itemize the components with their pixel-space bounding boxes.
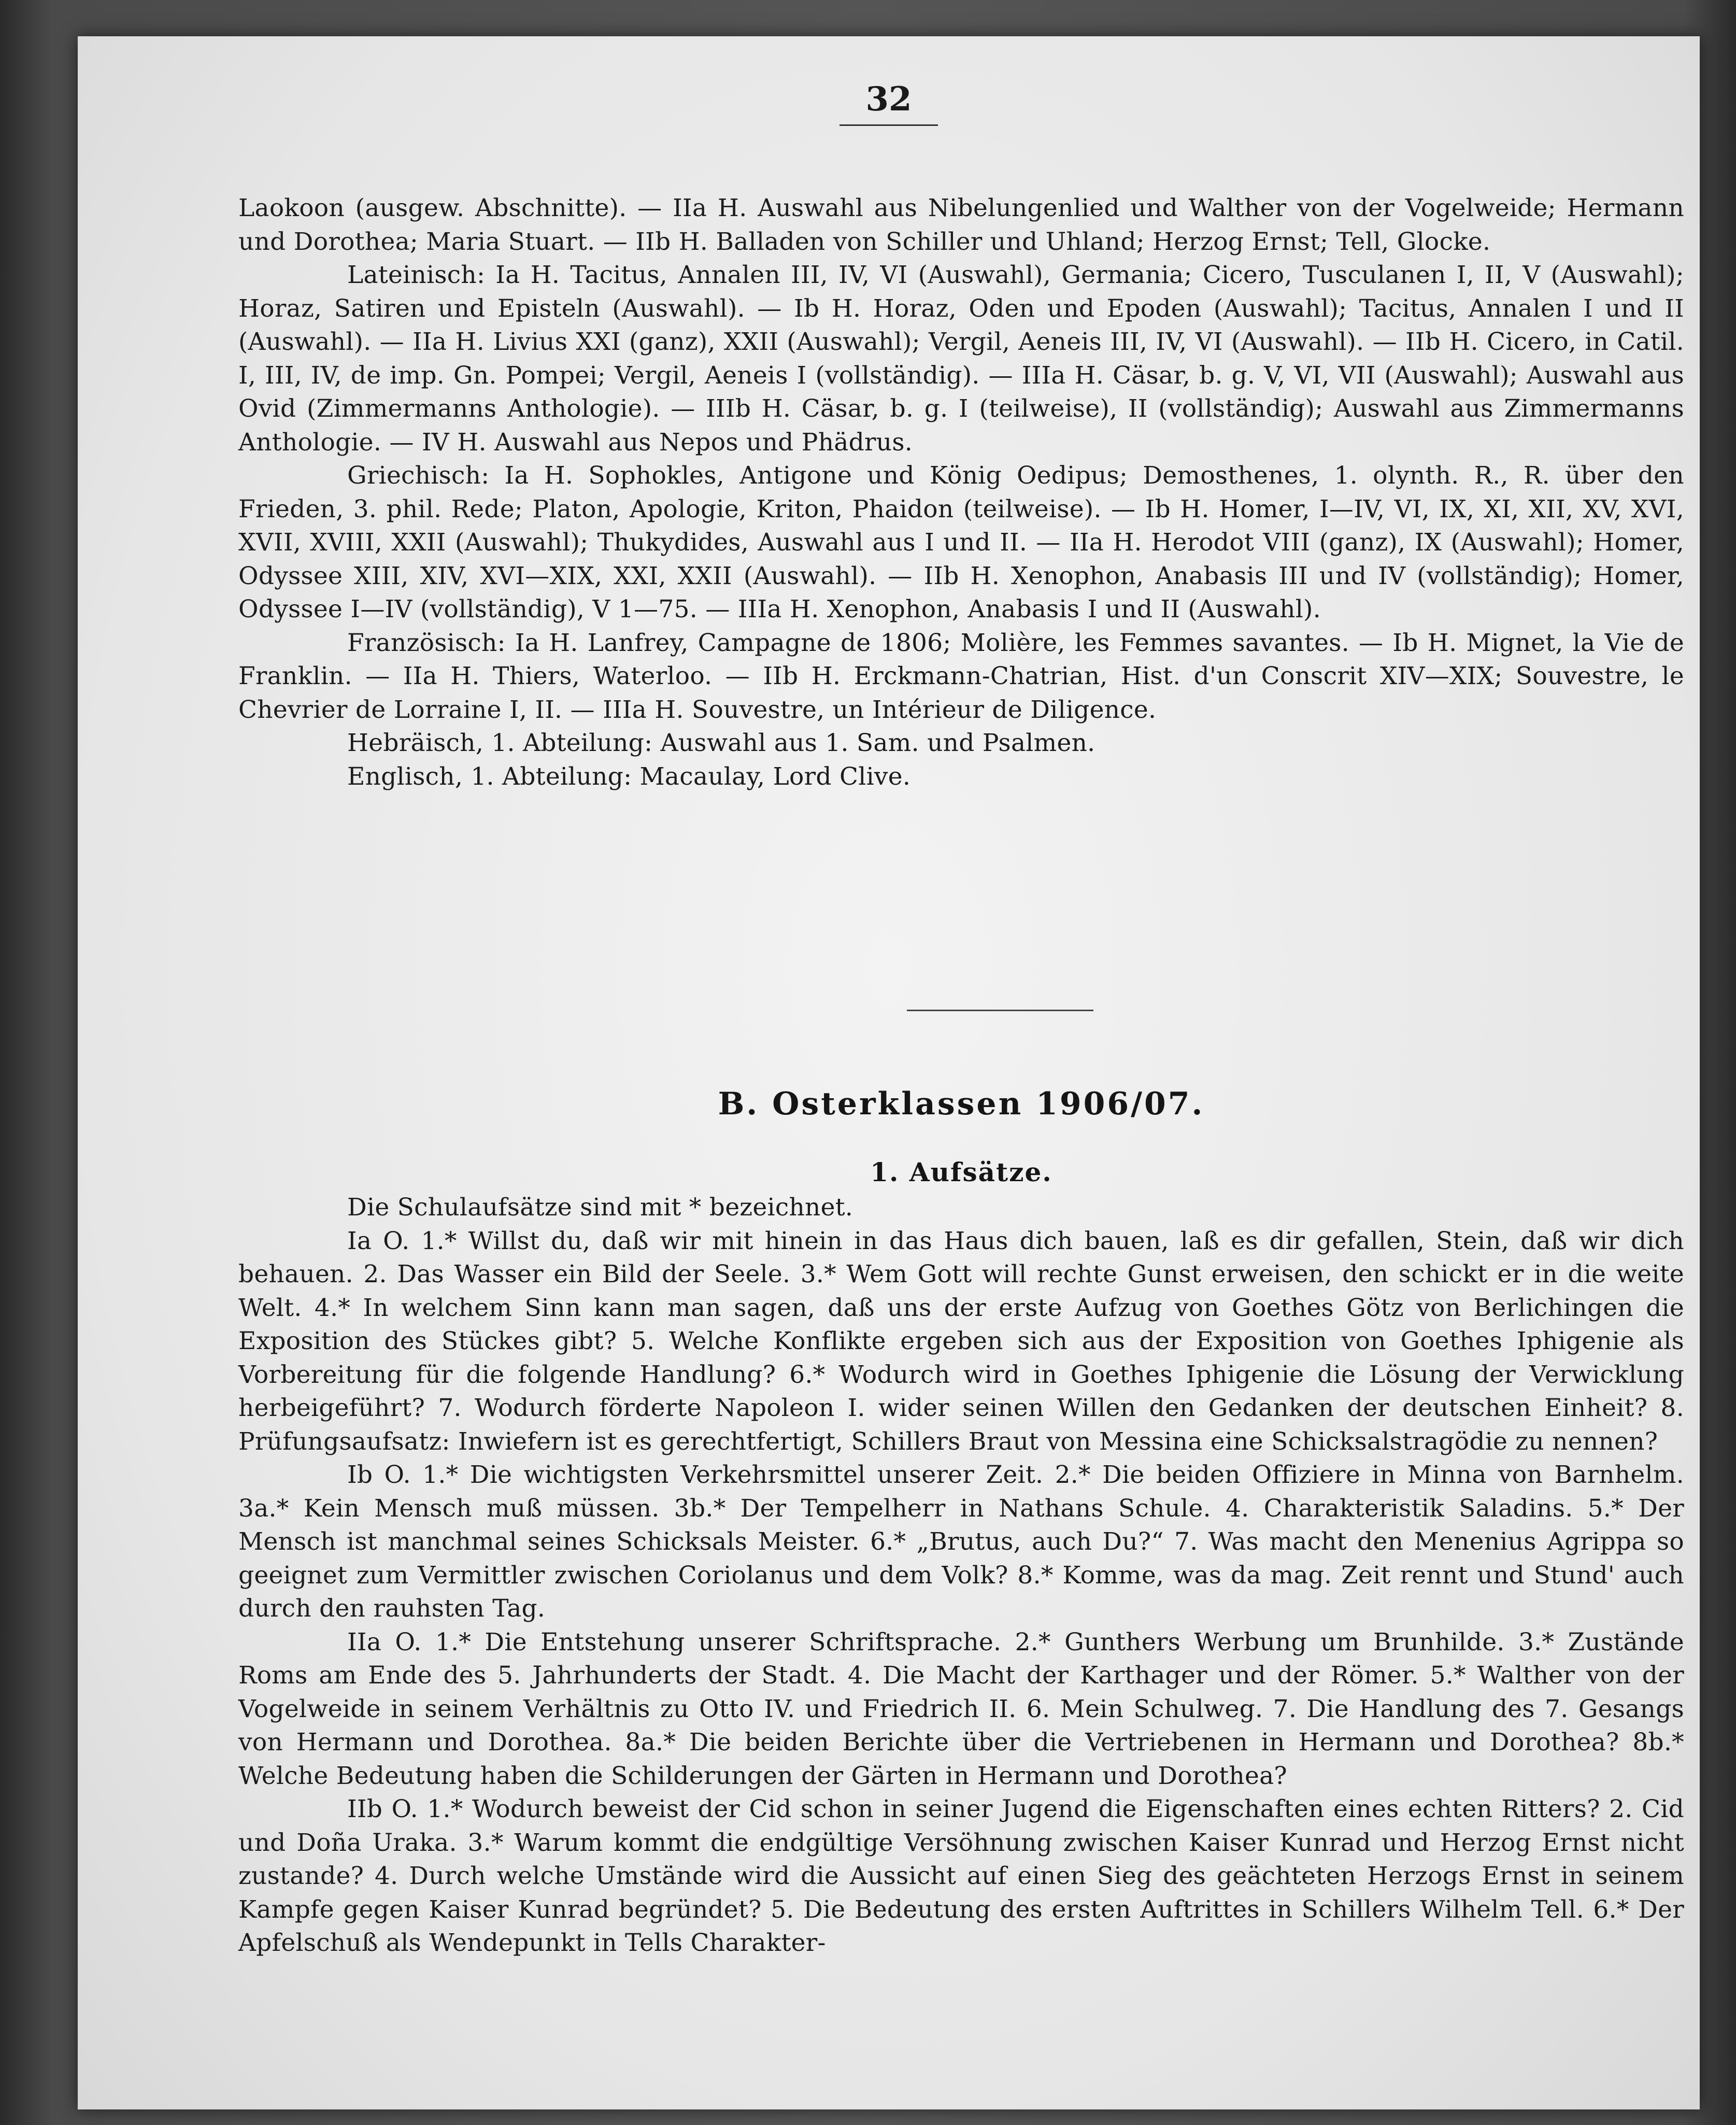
paragraph-iia-o: IIa O. 1.* Die Entstehung unserer Schriftsprache. 2.* Gunthers Werbung um Brunhilde. 3.* Zustände Roms am Ende des 5. Jahrhunderts der Stadt. 4. Die Macht der Karthager und der Römer. 5.* Walther von der Vogelweide in seinem Verhältnis zu Otto IV. und Friedrich II. 6. Mein Schulweg. 7. Die Handlung des 7. Gesangs von Hermann und Dorothea. 8a.* Die beiden Berichte über die Vertriebenen in Hermann und Dorothea? 8b.* Welche Bedeutung haben die Schilderungen der Gärten in Hermann und Dorothea? — [238, 1627, 1684, 1790]
paragraph-ia-o: Ia O. 1.* Willst du, daß wir mit hinein in das Haus dich bauen, laß es dir gefallen, Stein, daß wir dich behauen. 2. Das Wasser ein Bild der Seele. 3.* Wem Gott will rechte Gunst erweisen, den schickt er in die weite Welt. 4.* In welchem Sinn kann man sagen, daß uns der erste Aufzug von Goethes Götz von Berlichingen die Exposition des Stückes gibt? 5. Welche Konflikte ergeben sich aus der Exposition von Goethes Iphigenie als Vorbereitung für die folgende Handlung? 6.* Wodurch wird in Goethes Iphigenie die Lösung der Verwicklung herbeigeführt? 7. Wodurch förderte Napoleon I. wider seinen Willen den Gedanken der deutschen Einheit? 8. Prüfungsaufsatz: Inwiefern ist es gerechtfertigt, Schillers Braut von Messina eine Schicksalstragödie zu nennen? — [238, 1226, 1684, 1456]
paragraph-iib-o: IIb O. 1.* Wodurch beweist der Cid schon in seiner Jugend die Eigenschaften eines echten Ritters? 2. Cid und Doña Uraka. 3.* Warum kommt die endgültige Versöhnung zwischen Kaiser Kunrad und Herzog Ernst nicht zustande? 4. Durch welche Umstände wird die Aussicht auf einen Sieg des geächteten Herzogs Ernst in seinem Kampfe gegen Kaiser Kunrad begründet? 5. Die Bedeutung des ersten Auftrittes in Schillers Wilhelm Tell. 6.* Der Apfelschuß als Wendepunkt in Tells Charakter- — [238, 1795, 1684, 1957]
document-page — [78, 36, 1700, 2109]
page-number: 32 — [865, 80, 912, 119]
paragraph-intro: Die Schulaufsätze sind mit * bezeichnet. — [347, 1193, 853, 1222]
reading-list-section — [238, 192, 1684, 794]
essay-topics-section — [238, 1191, 1684, 1960]
paragraph-lateinisch: Lateinisch: Ia H. Tacitus, Annalen III, IV, VI (Auswahl), Germania; Cicero, Tusculanen I, II, V (Auswahl); Horaz, Satiren und Episteln (Auswahl). — Ib H. Horaz, Oden und Epoden (Auswahl); Tacitus, Annalen I und II (Auswahl). — IIa H. Livius XXI (ganz), XXII (Auswahl); Vergil, Aeneis III, IV, VI (Auswahl). — IIb H. Cicero, in Catil. I, III, IV, de imp. Gn. Pompei; Vergil, Aeneis I (vollständig). — IIIa H. Cäsar, b. g. V, VI, VII (Auswahl); Auswahl aus Ovid (Zimmermanns Anthologie). — IIIb H. Cäsar, b. g. I (teilweise), II (vollständig); Auswahl aus Zimmermanns Anthologie. — IV H. Auswahl aus Nepos und Phädrus. — [238, 261, 1684, 457]
paragraph-ib-o: Ib O. 1.* Die wichtigsten Verkehrsmittel unserer Zeit. 2.* Die beiden Offiziere in Minna von Barnhelm. 3a.* Kein Mensch muß müssen. 3b.* Der Tempelherr in Nathans Schule. 4. Charakteristik Saladins. 5.* Der Mensch ist manchmal seines Schicksals Meister. 6.* „Brutus, auch Du?“ 7. Was macht den Menenius Agrippa so geeignet zum Vermittler zwischen Coriolanus und dem Volk? 8.* Komme, was da mag. Zeit rennt und Stund' auch durch den rauhsten Tag. — [238, 1461, 1684, 1623]
paragraph-griechisch: Griechisch: Ia H. Sophokles, Antigone und König Oedipus; Demosthenes, 1. olynth. R., R. über den Frieden, 3. phil. Rede; Platon, Apologie, Kriton, Phaidon (teilweise). — Ib H. Homer, I—IV, VI, IX, XI, XII, XV, XVI, XVII, XVIII, XXII (Auswahl); Thukydides, Auswahl aus I und II. — IIa H. Herodot VIII (ganz), IX (Auswahl); Homer, Odyssee XIII, XIV, XVI—XIX, XXI, XXII (Auswahl). — IIb H. Xenophon, Anabasis III und IV (vollständig); Homer, Odyssee I—IV (vollständig), V 1—75. — IIIa H. Xenophon, Anabasis I und II (Auswahl). — [238, 461, 1684, 624]
paragraph-englisch: Englisch, 1. Abteilung: Macaulay, Lord Clive. — [347, 762, 911, 791]
paragraph-franzoesisch: Französisch: Ia H. Lanfrey, Campagne de 1806; Molière, les Femmes savantes. — Ib H. Mignet, la Vie de Franklin. — IIa H. Thiers, Waterloo. — IIb H. Erckmann-Chatrian, Hist. d'un Conscrit XIV—XIX; Souvestre, le Chevrier de Lorraine I, II. — IIIa H. Souvestre, un Intérieur de Diligence. — [238, 628, 1684, 724]
subsection-heading: 1. Aufsätze. — [870, 1157, 1052, 1187]
section-divider — [907, 1010, 1093, 1011]
page-number-rule — [839, 124, 938, 126]
paragraph-deutsch-continued: Laokoon (ausgew. Abschnitte). — IIa H. Auswahl aus Nibelungenlied und Walther von der Vogelweide; Hermann und Dorothea; Maria Stuart. — IIb H. Balladen von Schiller und Uhland; Herzog Ernst; Tell, Glocke. — [238, 194, 1684, 256]
paragraph-hebraeisch: Hebräisch, 1. Abteilung: Auswahl aus 1. Sam. und Psalmen. — [347, 729, 1095, 757]
section-heading: B. Osterklassen 1906/07. — [718, 1086, 1205, 1122]
